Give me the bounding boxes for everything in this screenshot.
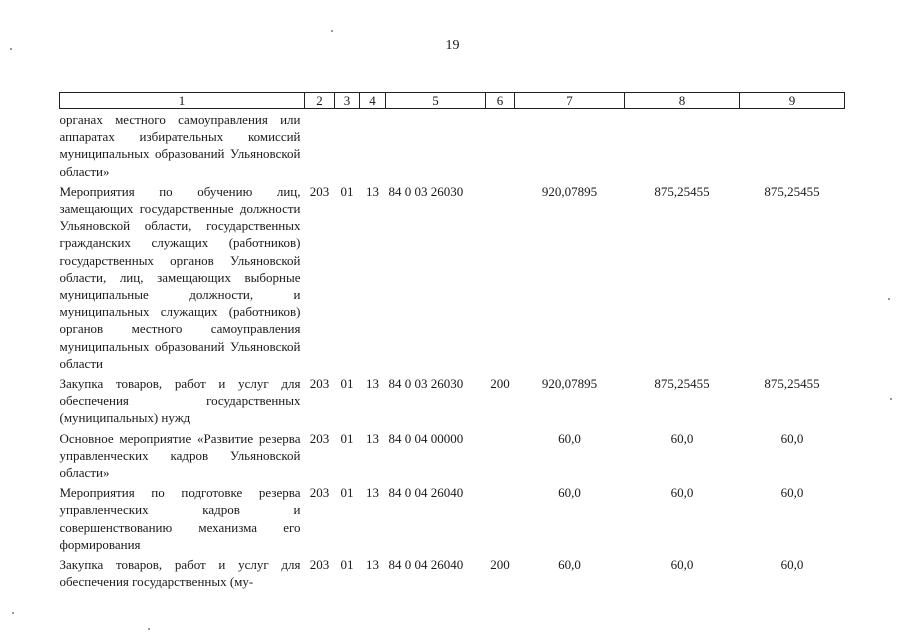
table-row xyxy=(60,556,845,593)
row-name: органах местного самоуправления или аппаратах избирательных комиссий муниципальных образований Ульяновской области» xyxy=(59,112,301,179)
table-row xyxy=(60,109,845,183)
row-amount-col7: 920,07895 xyxy=(541,376,598,392)
row-amount-col8: 875,25455 xyxy=(654,376,710,392)
scan-speck xyxy=(12,612,14,614)
row-amount-col8: 60,0 xyxy=(670,557,694,573)
scan-speck xyxy=(890,398,892,400)
row-name: Мероприятия по подготовке резерва управленческих кадров и совершенствованию механизма его формирования xyxy=(59,485,301,552)
column-header-6: 6 xyxy=(486,93,515,109)
column-header-4: 4 xyxy=(360,93,386,109)
row-section: 01 xyxy=(340,557,354,573)
table-row xyxy=(60,183,845,375)
column-header-9: 9 xyxy=(740,93,845,109)
row-amount-col7: 60,0 xyxy=(558,557,581,573)
column-number-header-row xyxy=(60,93,845,109)
row-target-article: 84 0 04 26040 xyxy=(388,485,464,501)
row-amount-col7: 920,07895 xyxy=(541,183,598,199)
table-row xyxy=(60,375,845,430)
row-section: 01 xyxy=(340,376,354,392)
scan-speck xyxy=(148,628,150,630)
row-name: Закупка товаров, работ и услуг для обеспечения государственных (муниципальных) нужд xyxy=(59,376,301,426)
row-grbs: 203 xyxy=(309,376,330,392)
budget-table xyxy=(59,92,845,593)
page-number: 19 xyxy=(445,38,460,53)
row-subsection: 13 xyxy=(366,376,379,392)
row-grbs: 203 xyxy=(309,430,330,446)
row-section: 01 xyxy=(340,183,354,199)
row-target-article: 84 0 04 00000 xyxy=(388,430,464,446)
row-section: 01 xyxy=(340,430,354,446)
row-subsection xyxy=(360,109,386,183)
row-amount-col8: 875,25455 xyxy=(654,183,710,199)
row-amount-col9 xyxy=(740,109,845,183)
row-name: Основное мероприятие «Развитие резерва управленческих кадров Ульяновской области» xyxy=(59,430,301,481)
row-amount-col9: 60,0 xyxy=(780,485,804,501)
row-target-article: 84 0 03 26030 xyxy=(388,183,464,199)
row-target-article: 84 0 03 26030 xyxy=(388,376,464,392)
row-expense-type: 200 xyxy=(490,557,510,573)
row-amount-col8: 60,0 xyxy=(670,430,694,446)
row-amount-col7: 60,0 xyxy=(558,485,581,501)
row-amount-col7: 60,0 xyxy=(558,430,581,446)
table-row xyxy=(60,484,845,556)
row-expense-type xyxy=(486,484,515,556)
row-amount-col9: 60,0 xyxy=(780,430,804,446)
column-header-8: 8 xyxy=(625,93,740,109)
row-section: 01 xyxy=(340,485,354,501)
row-section xyxy=(335,109,360,183)
row-amount-col9: 875,25455 xyxy=(764,183,820,199)
column-header-5: 5 xyxy=(386,93,486,109)
column-header-1: 1 xyxy=(60,93,305,109)
row-name: Мероприятия по обучению лиц, замещающих государственные должности Ульяновской области, государственных гражданских служащих (работников) государственных органов Ульяновской области, лиц, замещающих выборные муниципальные должности, и муниципальных служащих (работников) органов местного самоуправления муниципальных образований Ульяновской области xyxy=(59,183,301,371)
scan-speck xyxy=(331,30,333,32)
scan-speck xyxy=(10,48,12,50)
row-subsection: 13 xyxy=(366,183,379,199)
row-grbs: 203 xyxy=(309,183,330,199)
row-amount-col8 xyxy=(625,109,740,183)
row-expense-type xyxy=(486,183,515,375)
row-expense-type: 200 xyxy=(490,376,510,392)
row-subsection: 13 xyxy=(366,485,379,501)
row-grbs xyxy=(305,109,335,183)
row-grbs: 203 xyxy=(309,485,330,501)
row-target-article: 84 0 04 26040 xyxy=(388,557,464,573)
table-row xyxy=(60,430,845,485)
row-amount-col9: 875,25455 xyxy=(764,376,820,392)
row-amount-col7 xyxy=(515,109,625,183)
row-expense-type xyxy=(486,109,515,183)
row-subsection: 13 xyxy=(366,430,379,446)
column-header-3: 3 xyxy=(335,93,360,109)
row-grbs: 203 xyxy=(309,557,330,573)
row-expense-type xyxy=(486,430,515,485)
scan-speck xyxy=(888,298,890,300)
column-header-7: 7 xyxy=(515,93,625,109)
row-amount-col8: 60,0 xyxy=(670,485,694,501)
row-name: Закупка товаров, работ и услуг для обеспечения государственных (му- xyxy=(59,557,301,590)
row-target-article xyxy=(386,109,486,183)
row-amount-col9: 60,0 xyxy=(780,557,804,573)
row-subsection: 13 xyxy=(366,557,379,573)
column-header-2: 2 xyxy=(305,93,335,109)
